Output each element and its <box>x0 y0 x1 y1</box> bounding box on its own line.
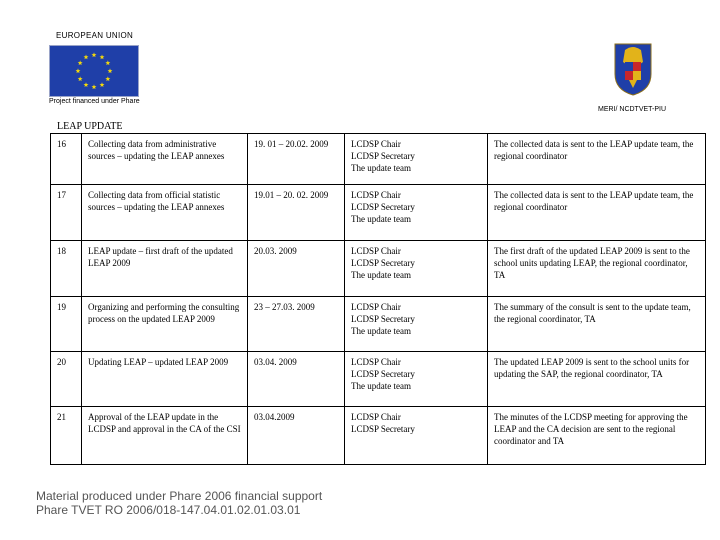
output-cell: The minutes of the LCDSP meeting for approving the LEAP and the CA decision are sent to the regional coordinator and TA <box>488 407 706 465</box>
footer-line-1: Material produced under Phare 2006 financial support <box>36 489 323 503</box>
period-cell: 19.01 – 20. 02. 2009 <box>248 185 345 241</box>
row-number: 19 <box>51 297 82 352</box>
row-number: 20 <box>51 352 82 407</box>
eu-star-icon <box>92 52 97 57</box>
eu-star-icon <box>100 55 105 60</box>
responsible-cell: LCDSP Chair LCDSP Secretary The update team <box>345 134 488 185</box>
row-number: 18 <box>51 241 82 297</box>
responsible-cell: LCDSP Chair LCDSP Secretary The update team <box>345 185 488 241</box>
responsible-cell: LCDSP Chair LCDSP Secretary <box>345 407 488 465</box>
eu-star-icon <box>84 82 89 87</box>
row-number: 21 <box>51 407 82 465</box>
eu-flag-icon <box>49 45 139 97</box>
responsible-cell: LCDSP Chair LCDSP Secretary The update team <box>345 297 488 352</box>
row-number: 16 <box>51 134 82 185</box>
activity-cell: Collecting data from administrative sources – updating the LEAP annexes <box>82 134 248 185</box>
eu-star-icon <box>78 60 83 65</box>
output-cell: The collected data is sent to the LEAP update team, the regional coordinator <box>488 185 706 241</box>
table-row <box>51 134 706 185</box>
eu-label: EUROPEAN UNION <box>56 31 134 40</box>
output-cell: The summary of the consult is sent to the update team, the regional coordinator, TA <box>488 297 706 352</box>
table-row <box>51 185 706 241</box>
responsible-cell: LCDSP Chair LCDSP Secretary The update team <box>345 241 488 297</box>
output-cell: The first draft of the updated LEAP 2009 is sent to the school units updating LEAP, the regional coordinator, TA <box>488 241 706 297</box>
period-cell: 20.03. 2009 <box>248 241 345 297</box>
footer-line-2: Phare TVET RO 2006/018-147.04.01.02.01.03.01 <box>36 503 301 517</box>
row-number: 17 <box>51 185 82 241</box>
activity-cell: Collecting data from official statistic sources – updating the LEAP annexes <box>82 185 248 241</box>
footer <box>36 489 322 517</box>
table-row <box>51 352 706 407</box>
activity-cell: LEAP update – first draft of the updated LEAP 2009 <box>82 241 248 297</box>
output-cell: The collected data is sent to the LEAP update team, the regional coordinator <box>488 134 706 185</box>
eu-star-icon <box>84 55 89 60</box>
eu-star-icon <box>105 60 110 65</box>
period-cell: 03.04.2009 <box>248 407 345 465</box>
table-row <box>51 297 706 352</box>
activity-cell: Organizing and performing the consulting process on the updated LEAP 2009 <box>82 297 248 352</box>
eu-star-icon <box>105 76 110 81</box>
leap-update-table <box>50 133 706 465</box>
responsible-cell: LCDSP Chair LCDSP Secretary The update team <box>345 352 488 407</box>
table-row <box>51 241 706 297</box>
eu-star-icon <box>78 76 83 81</box>
period-cell: 23 – 27.03. 2009 <box>248 297 345 352</box>
section-title: LEAP UPDATE <box>57 121 123 132</box>
table-row <box>51 407 706 465</box>
activity-cell: Approval of the LEAP update in the LCDSP and approval in the CA of the CSI <box>82 407 248 465</box>
activity-cell: Updating LEAP – updated LEAP 2009 <box>82 352 248 407</box>
eu-star-icon <box>100 82 105 87</box>
eu-star-icon <box>92 84 97 89</box>
project-label: Project financed under Phare <box>49 98 140 105</box>
output-cell: The updated LEAP 2009 is sent to the school units for updating the SAP, the regional coordinator, TA <box>488 352 706 407</box>
period-cell: 03.04. 2009 <box>248 352 345 407</box>
eu-star-icon <box>108 68 113 73</box>
romania-coat-of-arms-icon <box>611 40 655 96</box>
meri-label: MERI/ NCDTVET-PIU <box>598 106 667 113</box>
period-cell: 19. 01 – 20.02. 2009 <box>248 134 345 185</box>
eu-star-icon <box>76 68 81 73</box>
